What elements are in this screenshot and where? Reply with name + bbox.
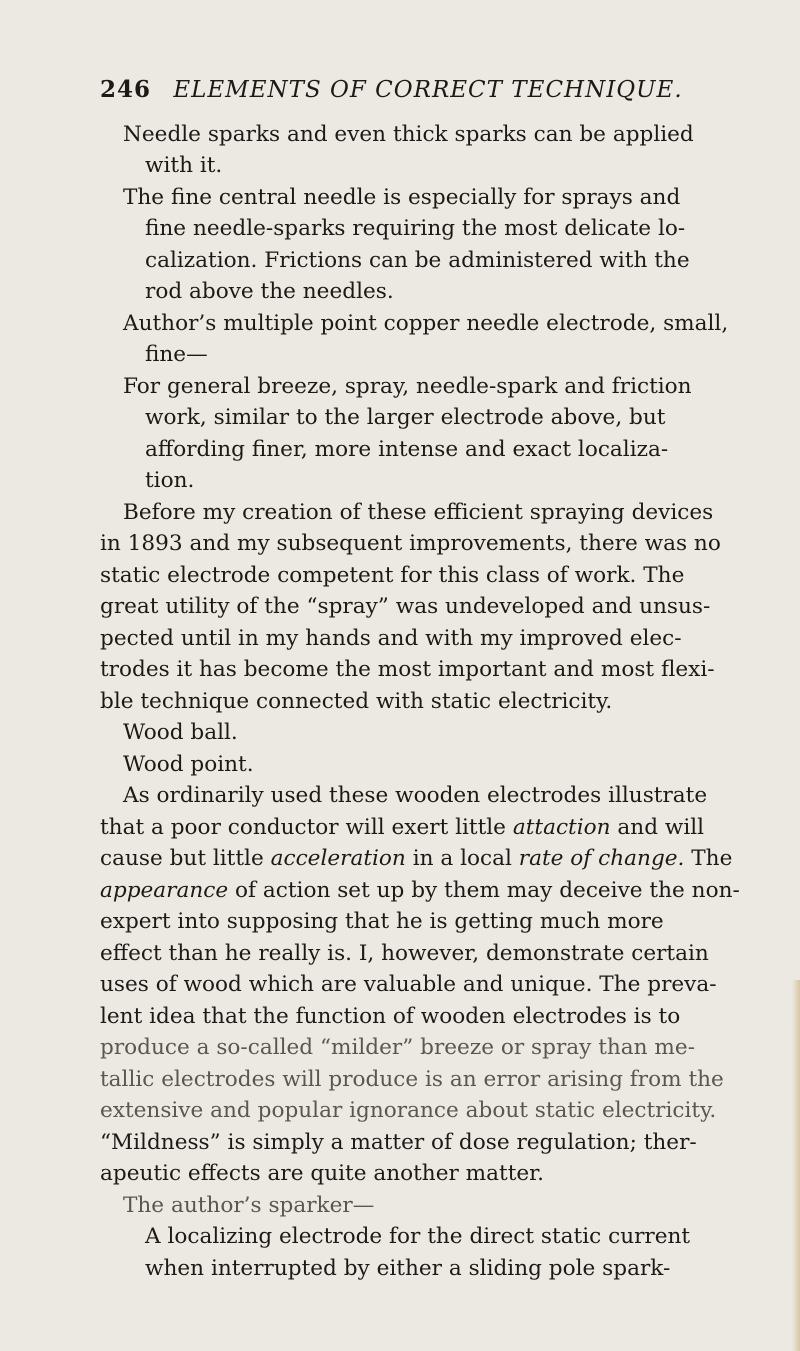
text-line: A localizing electrode for the direct static current bbox=[145, 1224, 691, 1249]
emphasis-text: acceleration bbox=[270, 846, 406, 871]
text-line: Wood ball. bbox=[123, 720, 238, 745]
text-line: extensive and popular ignorance about static electricity. bbox=[100, 1098, 717, 1123]
text-line: The fine central needle is especially for sprays and bbox=[123, 185, 681, 210]
text-segment: in a local bbox=[412, 846, 512, 871]
text-line: ble technique connected with static electricity. bbox=[100, 689, 613, 714]
text-line: fine— bbox=[145, 342, 208, 367]
text-line bbox=[100, 877, 740, 905]
text-line: apeutic effects are quite another matter. bbox=[100, 1161, 544, 1186]
text-line: Before my creation of these efficient spraying devices bbox=[123, 500, 714, 525]
text-line: Author’s multiple point copper needle electrode, small, bbox=[123, 311, 729, 336]
text-line: great utility of the “spray” was undeveloped and unsus- bbox=[100, 594, 711, 619]
text-segment: that a poor conductor will exert little bbox=[100, 815, 506, 840]
text-segment: cause but little bbox=[100, 846, 264, 871]
text-line: in 1893 and my subsequent improvements, there was no bbox=[100, 531, 721, 556]
text-line bbox=[100, 845, 732, 873]
page-header bbox=[100, 76, 740, 103]
text-line: trodes it has become the most important and most flexi- bbox=[100, 657, 715, 682]
text-line: calization. Frictions can be administered with the bbox=[145, 248, 690, 273]
text-line: with it. bbox=[145, 153, 223, 178]
text-line: The author’s sparker— bbox=[123, 1193, 375, 1218]
text-line: Wood point. bbox=[123, 752, 254, 777]
text-line: produce a so-called “milder” breeze or spray than me- bbox=[100, 1035, 695, 1060]
text-segment: The bbox=[691, 846, 733, 871]
emphasis-text: appearance bbox=[100, 878, 229, 903]
text-line: effect than he really is. I, however, demonstrate certain bbox=[100, 941, 709, 966]
emphasis-text: rate of change. bbox=[518, 846, 685, 871]
text-line bbox=[100, 814, 704, 842]
emphasis-text: attaction bbox=[512, 815, 611, 840]
text-line: rod above the needles. bbox=[145, 279, 394, 304]
text-line: work, similar to the larger electrode above, but bbox=[145, 405, 666, 430]
running-head: ELEMENTS OF CORRECT TECHNIQUE. bbox=[173, 77, 683, 103]
text-line: pected until in my hands and with my improved elec- bbox=[100, 626, 682, 651]
text-line: tallic electrodes will produce is an error arising from the bbox=[100, 1067, 724, 1092]
text-line: static electrode competent for this class of work. The bbox=[100, 563, 685, 588]
text-segment: and will bbox=[617, 815, 705, 840]
text-line: As ordinarily used these wooden electrodes illustrate bbox=[123, 783, 708, 808]
text-line: when interrupted by either a sliding pole spark- bbox=[145, 1256, 671, 1281]
text-line: fine needle-sparks requiring the most delicate lo- bbox=[145, 216, 686, 241]
page-edge-shadow bbox=[792, 980, 800, 1351]
text-line: “Mildness” is simply a matter of dose regulation; ther- bbox=[100, 1130, 697, 1155]
text-line: expert into supposing that he is getting much more bbox=[100, 909, 664, 934]
text-line: lent idea that the function of wooden electrodes is to bbox=[100, 1004, 681, 1029]
page-number: 246 bbox=[100, 76, 152, 103]
text-line: Needle sparks and even thick sparks can be applied bbox=[123, 122, 694, 147]
text-line: affording finer, more intense and exact localiza- bbox=[145, 437, 669, 462]
text-line: tion. bbox=[145, 468, 195, 493]
text-line: For general breeze, spray, needle-spark and friction bbox=[123, 374, 692, 399]
text-line: uses of wood which are valuable and unique. The preva- bbox=[100, 972, 717, 997]
text-segment: of action set up by them may deceive the non- bbox=[235, 878, 740, 903]
